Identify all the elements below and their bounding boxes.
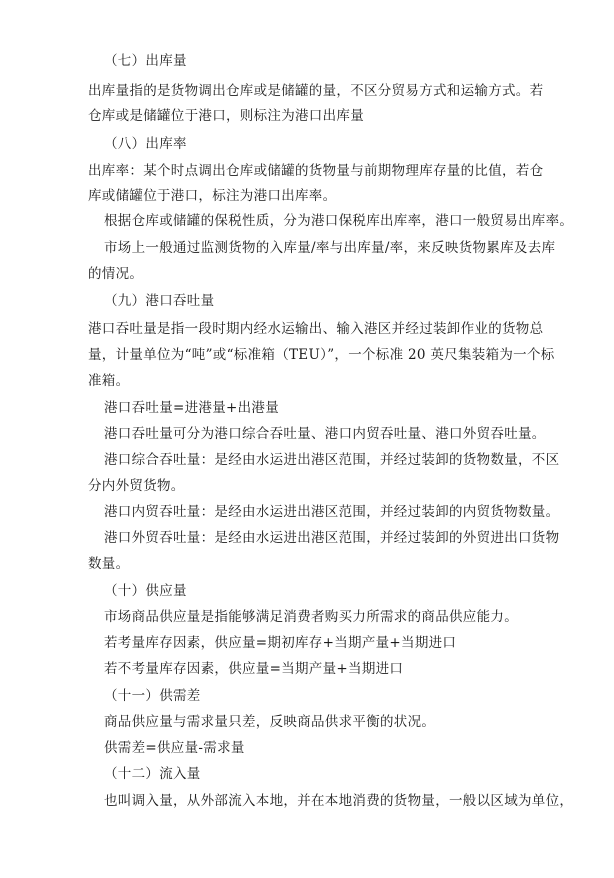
paragraph-line: 出库量指的是货物调出仓库或是储罐的量，不区分贸易方式和运输方式。若	[88, 83, 544, 99]
paragraph-line: 分内外贸货物。	[88, 478, 185, 494]
paragraph-line: 也叫调入量，从外部流入本地，并在本地消费的货物量，一般以区域为单位，	[104, 793, 574, 809]
paragraph-line: 仓库或是储罐位于港口，则标注为港口出库量	[88, 108, 364, 124]
paragraph-line: 供需差=供应量-需求量	[104, 740, 245, 756]
paragraph-line: 出库率：某个时点调出仓库或储罐的货物量与前期物理库存量的比值，若仓	[88, 163, 544, 179]
paragraph-line: 商品供应量与需求量只差，反映商品供求平衡的状况。	[104, 714, 436, 730]
section-heading-12: （十二）流入量	[104, 766, 201, 782]
paragraph-line: 的情况。	[88, 266, 144, 282]
section-heading-8: （八）出库率	[104, 136, 187, 152]
paragraph-line: 准箱。	[88, 373, 130, 389]
paragraph-line: 若不考量库存因素，供应量=当期产量+当期进口	[104, 661, 404, 677]
paragraph-line: 港口外贸吞吐量：是经由水运进出港区范围，并经过装卸的外贸进出口货物	[104, 530, 560, 546]
paragraph-line: 量，计量单位为“吨”或“标准箱（TEU）”，一个标准 20 英尺集装箱为一个标	[88, 347, 555, 363]
paragraph-line: 市场上一般通过监测货物的入库量/率与出库量/率，来反映货物累库及去库	[104, 240, 556, 256]
section-heading-9: （九）港口吞吐量	[104, 293, 215, 309]
paragraph-line: 根据仓库或储罐的保税性质，分为港口保税库出库率，港口一般贸易出库率。	[104, 213, 574, 229]
paragraph-line: 港口内贸吞吐量：是经由水运进出港区范围，并经过装卸的内贸货物数量。	[104, 504, 560, 520]
paragraph-line: 港口吞吐量是指一段时期内经水运输出、输入港区并经过装卸作业的货物总	[88, 321, 544, 337]
section-heading-10: （十）供应量	[104, 583, 187, 599]
section-heading-11: （十一）供需差	[104, 688, 201, 704]
section-heading-7: （七）出库量	[104, 53, 187, 69]
paragraph-line: 市场商品供应量是指能够满足消费者购买力所需求的商品供应能力。	[104, 609, 518, 625]
paragraph-line: 库或储罐位于港口，标注为港口出库率。	[88, 188, 337, 204]
paragraph-line: 港口综合吞吐量：是经由水运进出港区范围，并经过装卸的货物数量，不区	[104, 452, 560, 468]
paragraph-line: 数量。	[88, 556, 130, 572]
paragraph-line: 若考量库存因素，供应量=期初库存+当期产量+当期进口	[104, 635, 457, 651]
paragraph-line: 港口吞吐量=进港量+出港量	[104, 400, 280, 416]
paragraph-line: 港口吞吐量可分为港口综合吞吐量、港口内贸吞吐量、港口外贸吞吐量。	[104, 426, 546, 442]
